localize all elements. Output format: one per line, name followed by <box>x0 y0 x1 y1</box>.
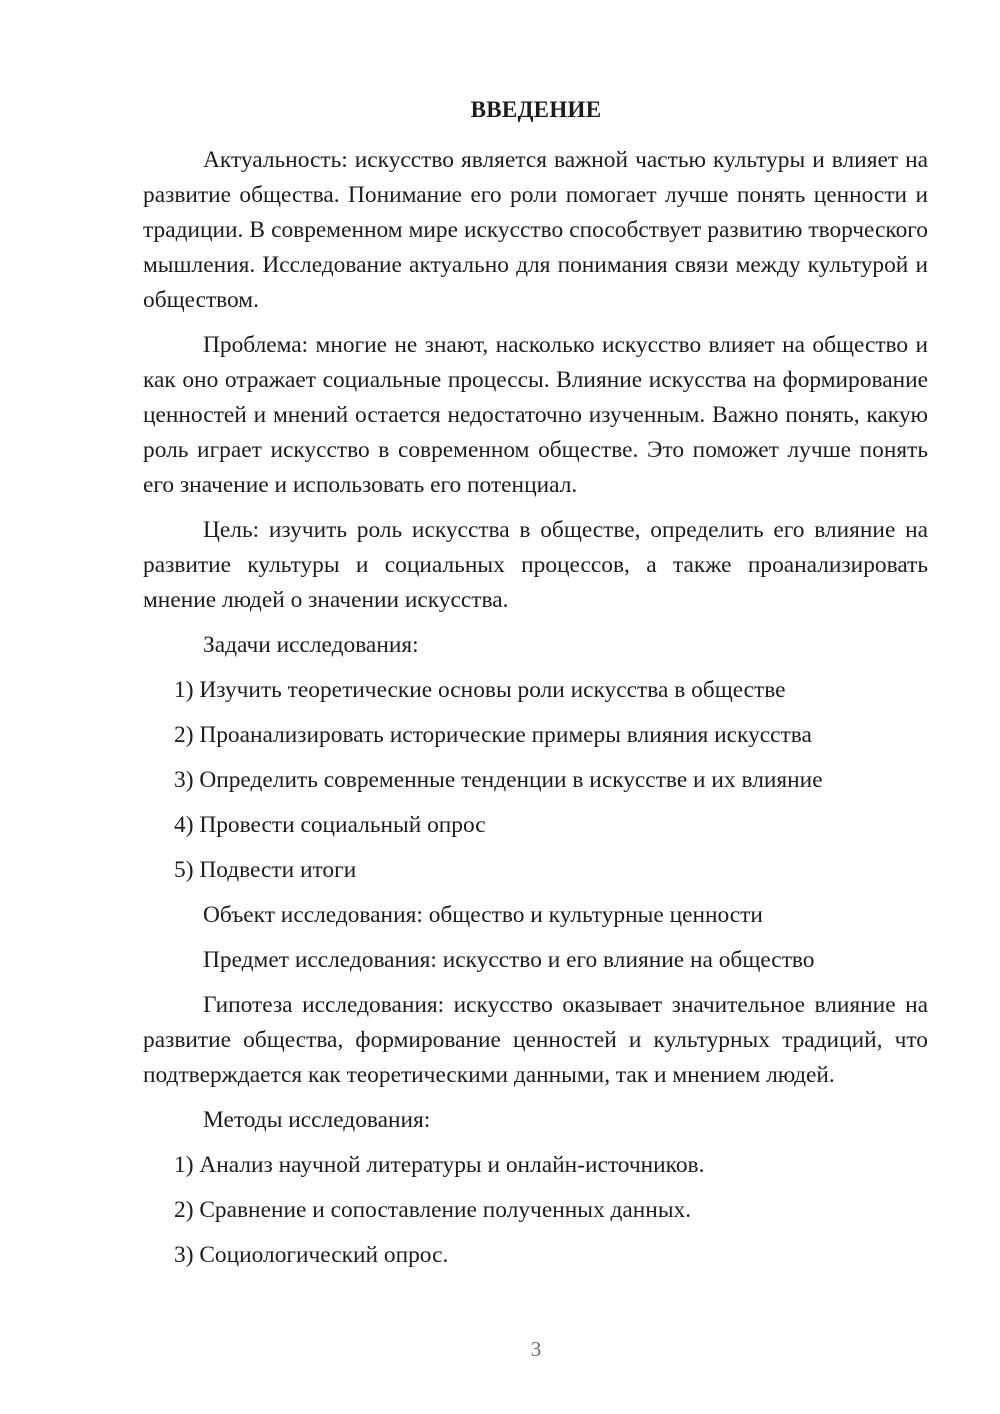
task-item-2: 2) Проанализировать исторические примеры влияния искусства <box>174 722 812 748</box>
problem-paragraph: Проблема: многие не знают, насколько искусство влияет на общество и как оно отражает социальные процессы. Влияние искусства на формирование ценностей и мнений остается недостаточно изученным. Важно понять, какую роль играет искусство в современном обществе. Это поможет лучше понять его значение и использовать его потенциал. <box>143 332 928 498</box>
tasks-heading: Задачи исследования: <box>203 632 419 658</box>
task-item-4: 4) Провести социальный опрос <box>174 812 486 838</box>
section-body <box>143 143 928 1283</box>
research-object: Объект исследования: общество и культурные ценности <box>203 902 763 928</box>
method-item-2: 2) Сравнение и сопоставление полученных данных. <box>174 1197 692 1223</box>
task-item-1: 1) Изучить теоретические основы роли искусства в обществе <box>174 677 786 703</box>
methods-heading: Методы исследования: <box>203 1107 431 1133</box>
page-number: 3 <box>530 1337 542 1361</box>
goal-paragraph: Цель: изучить роль искусства в обществе, определить его влияние на развитие культуры и социальных процессов, а также проанализировать мнение людей о значении искусства. <box>143 517 928 613</box>
task-item-5: 5) Подвести итоги <box>174 857 357 883</box>
relevance-paragraph: Актуальность: искусство является важной частью культуры и влияет на развитие общества. Понимание его роли помогает лучше понять ценности и традиции. В современном мире искусство способствует развитию творческого мышления. Исследование актуально для понимания связи между культурой и обществом. <box>143 147 928 313</box>
research-subject: Предмет исследования: искусство и его влияние на общество <box>203 947 815 973</box>
method-item-1: 1) Анализ научной литературы и онлайн-источников. <box>174 1152 705 1178</box>
method-item-3: 3) Социологический опрос. <box>174 1242 449 1268</box>
hypothesis-paragraph: Гипотеза исследования: искусство оказывает значительное влияние на развитие общества, формирование ценностей и культурных традиций, что подтверждается как теоретическими данными, так и мнением людей. <box>143 992 928 1088</box>
task-item-3: 3) Определить современные тенденции в искусстве и их влияние <box>174 767 823 793</box>
section-title: ВВЕДЕНИЕ <box>470 97 602 122</box>
